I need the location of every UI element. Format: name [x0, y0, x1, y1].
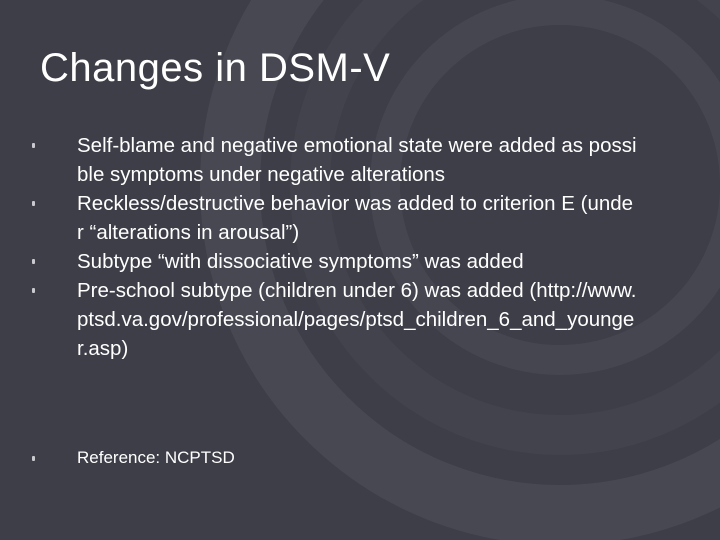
bullet-text: Subtype “with dissociative symptoms” was added — [77, 250, 524, 273]
bullet-item — [18, 189, 638, 247]
bullet-item — [18, 247, 638, 276]
bullet-icon — [32, 259, 35, 264]
reference-line — [18, 446, 638, 470]
bullet-icon — [32, 201, 35, 206]
bullet-text: Pre-school subtype (children under 6) was added (http://www.ptsd.va.gov/professional/pages/ptsd_children_6_and_younger.asp) — [77, 279, 637, 360]
reference-text: Reference: NCPTSD — [77, 448, 235, 467]
bullet-icon — [32, 143, 35, 148]
bullet-icon — [32, 456, 35, 461]
bullet-text: Self-blame and negative emotional state were added as possible symptoms under negative alterations — [77, 134, 637, 186]
bullet-list — [18, 131, 638, 363]
bullet-text: Reckless/destructive behavior was added to criterion E (under “alterations in arousal”) — [77, 192, 634, 244]
bullet-item — [18, 276, 638, 363]
bullet-item — [18, 131, 638, 189]
slide-title: Changes in DSM-V — [40, 46, 391, 90]
bullet-icon — [32, 288, 35, 293]
